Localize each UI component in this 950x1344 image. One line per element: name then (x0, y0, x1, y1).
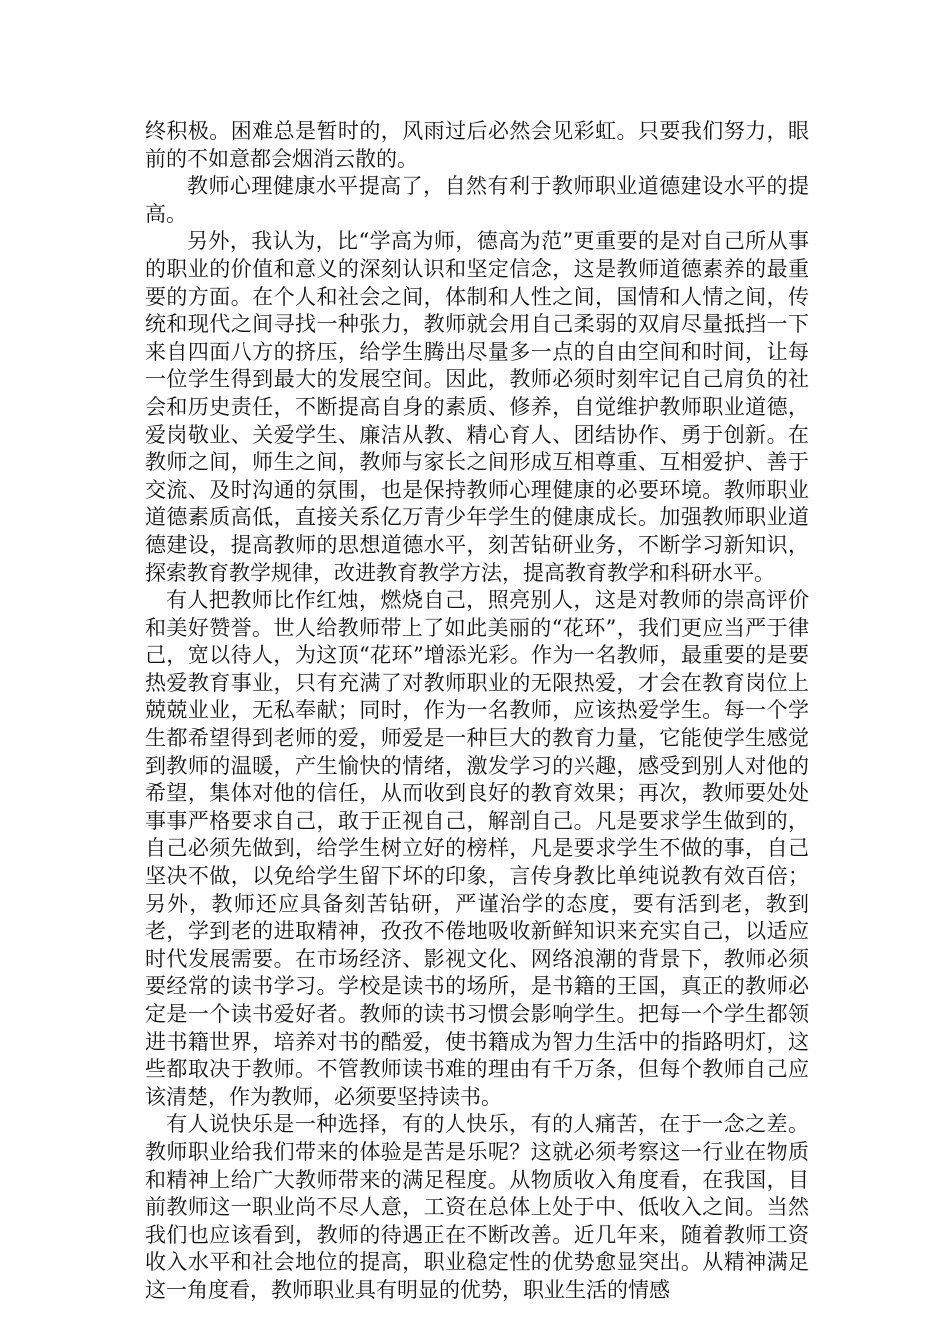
paragraph-red-candle: 有人把教师比作红烛，燃烧自己，照亮别人，这是对教师的崇高评价和美好赞誉。世人给教师带上了如此美丽的“花环”，我们更应当严于律己，宽以待人，为这顶“花环”增添光彩。作为一名教师，最重要的是要热爱教育事业，只有充满了对教师职业的无限热爱，才会在教育岗位上兢兢业业，无私奉献；同时，作为一名教师，应该热爱学生。每一个学生都希望得到老师的爱，师爱是一种巨大的教育力量，它能使学生感觉到教师的温暖，产生愉快的情绪，激发学习的兴趣，感受到别人对他的希望，集体对他的信任，从而收到良好的教育效果；再次，教师要处处事事严格要求自己，敢于正视自己，解剖自己。凡是要求学生做到的，自己必须先做到，给学生树立好的榜样，凡是要求学生不做的事，自己坚决不做，以免给学生留下坏的印象，言传身教比单纯说教有效百倍；另外，教师还应具备刻苦钻研，严谨治学的态度，要有活到老，教到老，学到老的进取精神，孜孜不倦地吸收新鲜知识来充实自己，以适应时代发展需要。在市场经济、影视文化、网络浪潮的背景下，教师必须要经常的读书学习。学校是读书的场所，是书籍的王国，真正的教师必定是一个读书爱好者。教师的读书习惯会影响学生。把每一个学生都领进书籍世界，培养对书的酷爱，使书籍成为智力生活中的指路明灯，这些都取决于教师。不管教师读书难的理由有千万条，但每个教师自己应该清楚，作为教师，必须要坚持读书。 (145, 588, 809, 1109)
paragraph-continuation: 终积极。困难总是暂时的，风雨过后必然会见彩虹。只要我们努力，眼前的不如意都会烟消云散的。 (145, 119, 809, 171)
paragraph-mental-health: 教师心理健康水平提高了，自然有利于教师职业道德建设水平的提高。 (145, 174, 809, 226)
paragraph-happiness: 有人说快乐是一种选择，有的人快乐，有的人痛苦，在于一念之差。教师职业给我们带来的体验是苦是乐呢？这就必须考察这一行业在物质和精神上给广大教师带来的满足程度。从物质收入角度看，在我国，目前教师这一职业尚不尽人意，工资在总体上处于中、低收入之间。当然我们也应该看到，教师的待遇正在不断改善。近几年来，随着教师工资收入水平和社会地位的提高，职业稳定性的优势愈显突出。从精神满足这一角度看，教师职业具有明显的优势，职业生活的情感 (145, 1112, 809, 1302)
document-page (145, 118, 809, 1305)
paragraph-professional-ethics: 另外，我认为，比“学高为师，德高为范”更重要的是对自己所从事的职业的价值和意义的深刻认识和坚定信念，这是教师道德素养的最重要的方面。在个人和社会之间，体制和人性之间，国情和人情之间，传统和现代之间寻找一种张力，教师就会用自己柔弱的双肩尽量抵挡一下来自四面八方的挤压，给学生腾出尽量多一点的自由空间和时间，让每一位学生得到最大的发展空间。因此，教师必须时刻牢记自己肩负的社会和历史责任，不断提高自身的素质、修养，自觉维护教师职业道德，爱岗敬业、关爱学生、廉洁从教、精心育人、团结协作、勇于创新。在教师之间，师生之间，教师与家长之间形成互相尊重、互相爱护、善于交流、及时沟通的氛围，也是保持教师心理健康的必要环境。教师职业道德素质高低，直接关系亿万青少年学生的健康成长。加强教师职业道德建设，提高教师的思想道德水平，刻苦钻研业务，不断学习新知识，探索教育教学规律，改进教育教学方法，提高教育教学和科研水平。 (145, 229, 809, 585)
